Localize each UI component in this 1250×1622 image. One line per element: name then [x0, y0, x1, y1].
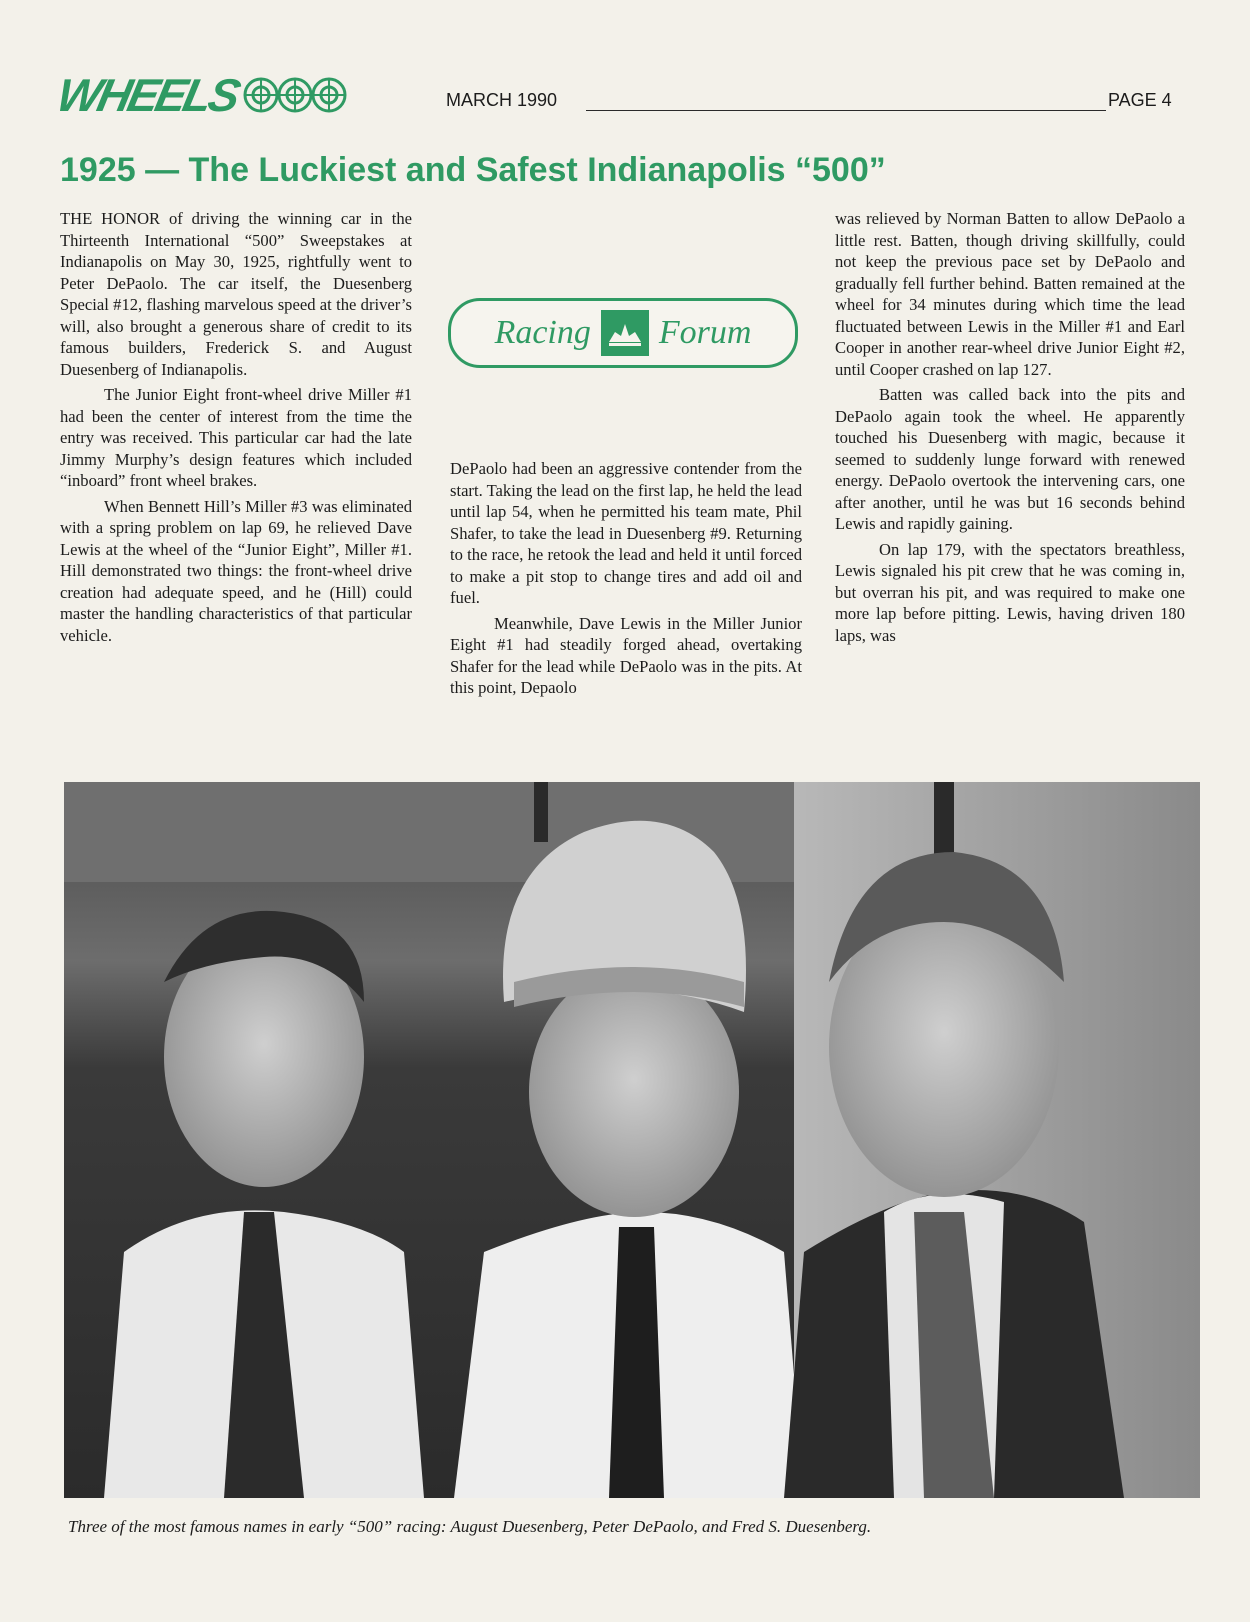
- issue-date: MARCH 1990: [446, 90, 558, 110]
- racing-car-icon: [601, 310, 649, 356]
- logo-text: WHEELS: [52, 69, 243, 121]
- photo-caption: Three of the most famous names in early “500” racing: August Duesenberg, Peter DePaolo, and Fred S. Duesenberg.: [68, 1517, 872, 1536]
- paragraph: On lap 179, with the spectators breathless, Lewis signaled his pit crew that he was coming in, but overran his pit, and was required to make one more lap before pitting. Lewis, having driven 180 laps, was: [835, 539, 1185, 645]
- paragraph: The Junior Eight front-wheel drive Miller #1 had been the center of interest from the time the entry was received. This particular car had the late Jimmy Murphy’s design features which included “inboard” front wheel brakes.: [60, 385, 412, 490]
- forum-word-right: Forum: [658, 314, 752, 351]
- historic-photo: [64, 782, 1200, 1498]
- article-column-3: [835, 208, 1185, 646]
- wheels-icon: [241, 74, 351, 116]
- paragraph: Batten was called back into the pits and DePaolo again took the wheel. He apparently touched his Duesenberg with magic, because it seemed to suddenly lunge forward with renewed energy. DePaolo overtook the intervening cars, one after another, until he was but 16 seconds behind Lewis and rapidly gaining.: [835, 385, 1185, 533]
- article-column-1: [60, 208, 412, 646]
- racing-forum-logo: [448, 298, 798, 368]
- article-column-2: [450, 458, 802, 699]
- paragraph: When Bennett Hill’s Miller #3 was eliminated with a spring problem on lap 69, he relieved Dave Lewis at the wheel of the “Junior Eight”, Miller #1. Hill demonstrated two things: the front-wheel drive creation had adequate speed, and he (Hill) could master the handling characteristics of that particular vehicle.: [60, 496, 412, 645]
- page-number: PAGE 4: [1108, 90, 1172, 110]
- article-headline: 1925 — The Luckiest and Safest Indianapolis “500”: [60, 151, 886, 189]
- paragraph: was relieved by Norman Batten to allow DePaolo a little rest. Batten, though driving skillfully, could not keep the previous pace set by DePaolo and gradually fell further behind. Batten remained at the wheel for 34 minutes during which time the lead fluctuated between Lewis in the Miller #1 and Earl Cooper in another rear-wheel drive Junior Eight #2, until Cooper crashed on lap 127.: [835, 209, 1185, 379]
- photo-illustration: [64, 782, 1200, 1498]
- masthead-rule: [586, 110, 1106, 111]
- wheels-logo: [52, 69, 351, 121]
- paragraph: THE HONOR of driving the winning car in the Thirteenth International “500” Sweepstakes at Indianapolis on May 30, 1925, rightfully went to Peter DePaolo. The car itself, the Duesenberg Special #12, flashing marvelous speed at the driver’s will, also brought a generous share of credit to its famous builders, Frederick S. and August Duesenberg of Indianapolis.: [60, 209, 412, 379]
- forum-word-left: Racing: [494, 314, 591, 351]
- paragraph: DePaolo had been an aggressive contender from the start. Taking the lead on the first lap, he held the lead until lap 54, when he permitted his team mate, Phil Shafer, to take the lead in Duesenberg #9. Returning to the race, he retook the lead and held it until forced to make a pit stop to change tires and add oil and fuel.: [450, 459, 802, 607]
- paragraph: Meanwhile, Dave Lewis in the Miller Junior Eight #1 had steadily forged ahead, overtaking Shafer for the lead while DePaolo was in the pits. At this point, Depaolo: [450, 613, 802, 697]
- masthead: [52, 69, 1180, 122]
